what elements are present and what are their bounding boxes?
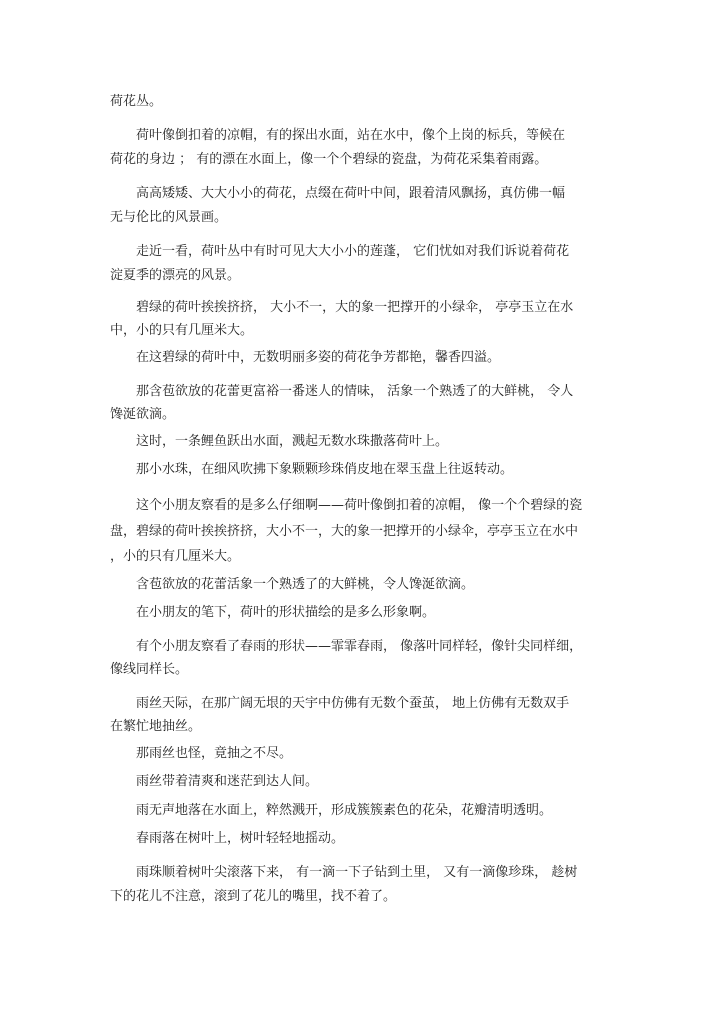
paragraph-3-line-1: 淀夏季的漂亮的风景。 [110,268,241,283]
paragraph-9-line-1: 盘，碧绿的荷叶挨挨挤挤，大小不一，大的象一把撑开的小绿伞，亭亭玉立在水中 [110,524,579,539]
paragraph-18-line-0: 雨珠顺着树叶尖滚落下来， 有一滴一下子钻到土里， 又有一滴像珍珠， 趁树 [136,865,578,880]
paragraph-6-line-0: 那含苞欲放的花蕾更富裕一番迷人的情味， 活象一个熟透了的大鲜桃， 令人 [136,384,574,399]
paragraph-2-line-1: 无与伦比的风景画。 [110,210,228,225]
paragraph-13-line-0: 雨丝天际，在那广阔无垠的天宇中仿佛有无数个蚕茧， 地上仿佛有无数双手 [136,696,570,711]
paragraph-1-line-1: 荷花的身边 ； 有的漂在水面上，像一个个碧绿的瓷盘，为荷花采集着雨露。 [110,152,548,167]
paragraph-4-line-0: 碧绿的荷叶挨挨挤挤， 大小不一，大的象一把撑开的小绿伞， 亭亭玉立在水 [136,300,574,315]
paragraph-17-line-0: 春雨落在树叶上，树叶轻轻地摇动。 [136,831,345,846]
paragraph-15-line-0: 雨丝带着清爽和迷茫到达人间。 [136,774,319,789]
paragraph-12-line-1: 像线同样长。 [110,662,189,677]
paragraph-4-line-1: 中，小的只有几厘米大。 [110,323,254,338]
paragraph-10-line-0: 含苞欲放的花蕾活象一个熟透了的大鲜桃，令人馋涎欲滴。 [136,577,475,592]
paragraph-5-line-0: 在这碧绿的荷叶中，无数明丽多姿的荷花争芳都艳，馨香四溢。 [136,350,501,365]
paragraph-8-line-0: 那小水珠，在细风吹拂下象颗颗珍珠俏皮地在翠玉盘上往返转动。 [136,462,514,477]
paragraph-18-line-1: 下的花儿不注意，滚到了花儿的嘴里，找不着了。 [110,889,397,904]
paragraph-0-line-0: 荷花丛。 [110,94,163,109]
paragraph-12-line-0: 有个小朋友察看了春雨的形状——霏霏春雨， 像落叶同样轻，像针尖同样细， [136,639,583,654]
paragraph-9-line-2: ，小的只有几厘米大。 [110,549,241,564]
paragraph-9-line-0: 这个小朋友察看的是多么仔细啊——荷叶像倒扣着的凉帽， 像一个个碧绿的瓷 [136,498,583,513]
paragraph-1-line-0: 荷叶像倒扣着的凉帽，有的探出水面，站在水中，像个上岗的标兵，等候在 [136,128,566,143]
paragraph-7-line-0: 这时，一条鲤鱼跃出水面，溅起无数水珠撒落荷叶上。 [136,434,449,449]
paragraph-16-line-0: 雨无声地落在水面上，粹然溅开，形成簇簇素色的花朵，花瓣清明透明。 [136,803,553,818]
paragraph-3-line-0: 走近一看，荷叶丛中有时可见大大小小的莲蓬， 它们忧如对我们诉说着荷花 [136,244,570,259]
paragraph-13-line-1: 在繁忙地抽丝。 [110,719,202,734]
paragraph-2-line-0: 高高矮矮、大大小小的荷花，点缀在荷叶中间，跟着清风飘扬，真仿佛一幅 [136,186,566,201]
paragraph-11-line-0: 在小朋友的笔下，荷叶的形状描绘的是多么形象啊。 [136,605,436,620]
paragraph-14-line-0: 那雨丝也怪，竟抽之不尽。 [136,746,293,761]
paragraph-6-line-1: 馋涎欲滴。 [110,407,176,422]
